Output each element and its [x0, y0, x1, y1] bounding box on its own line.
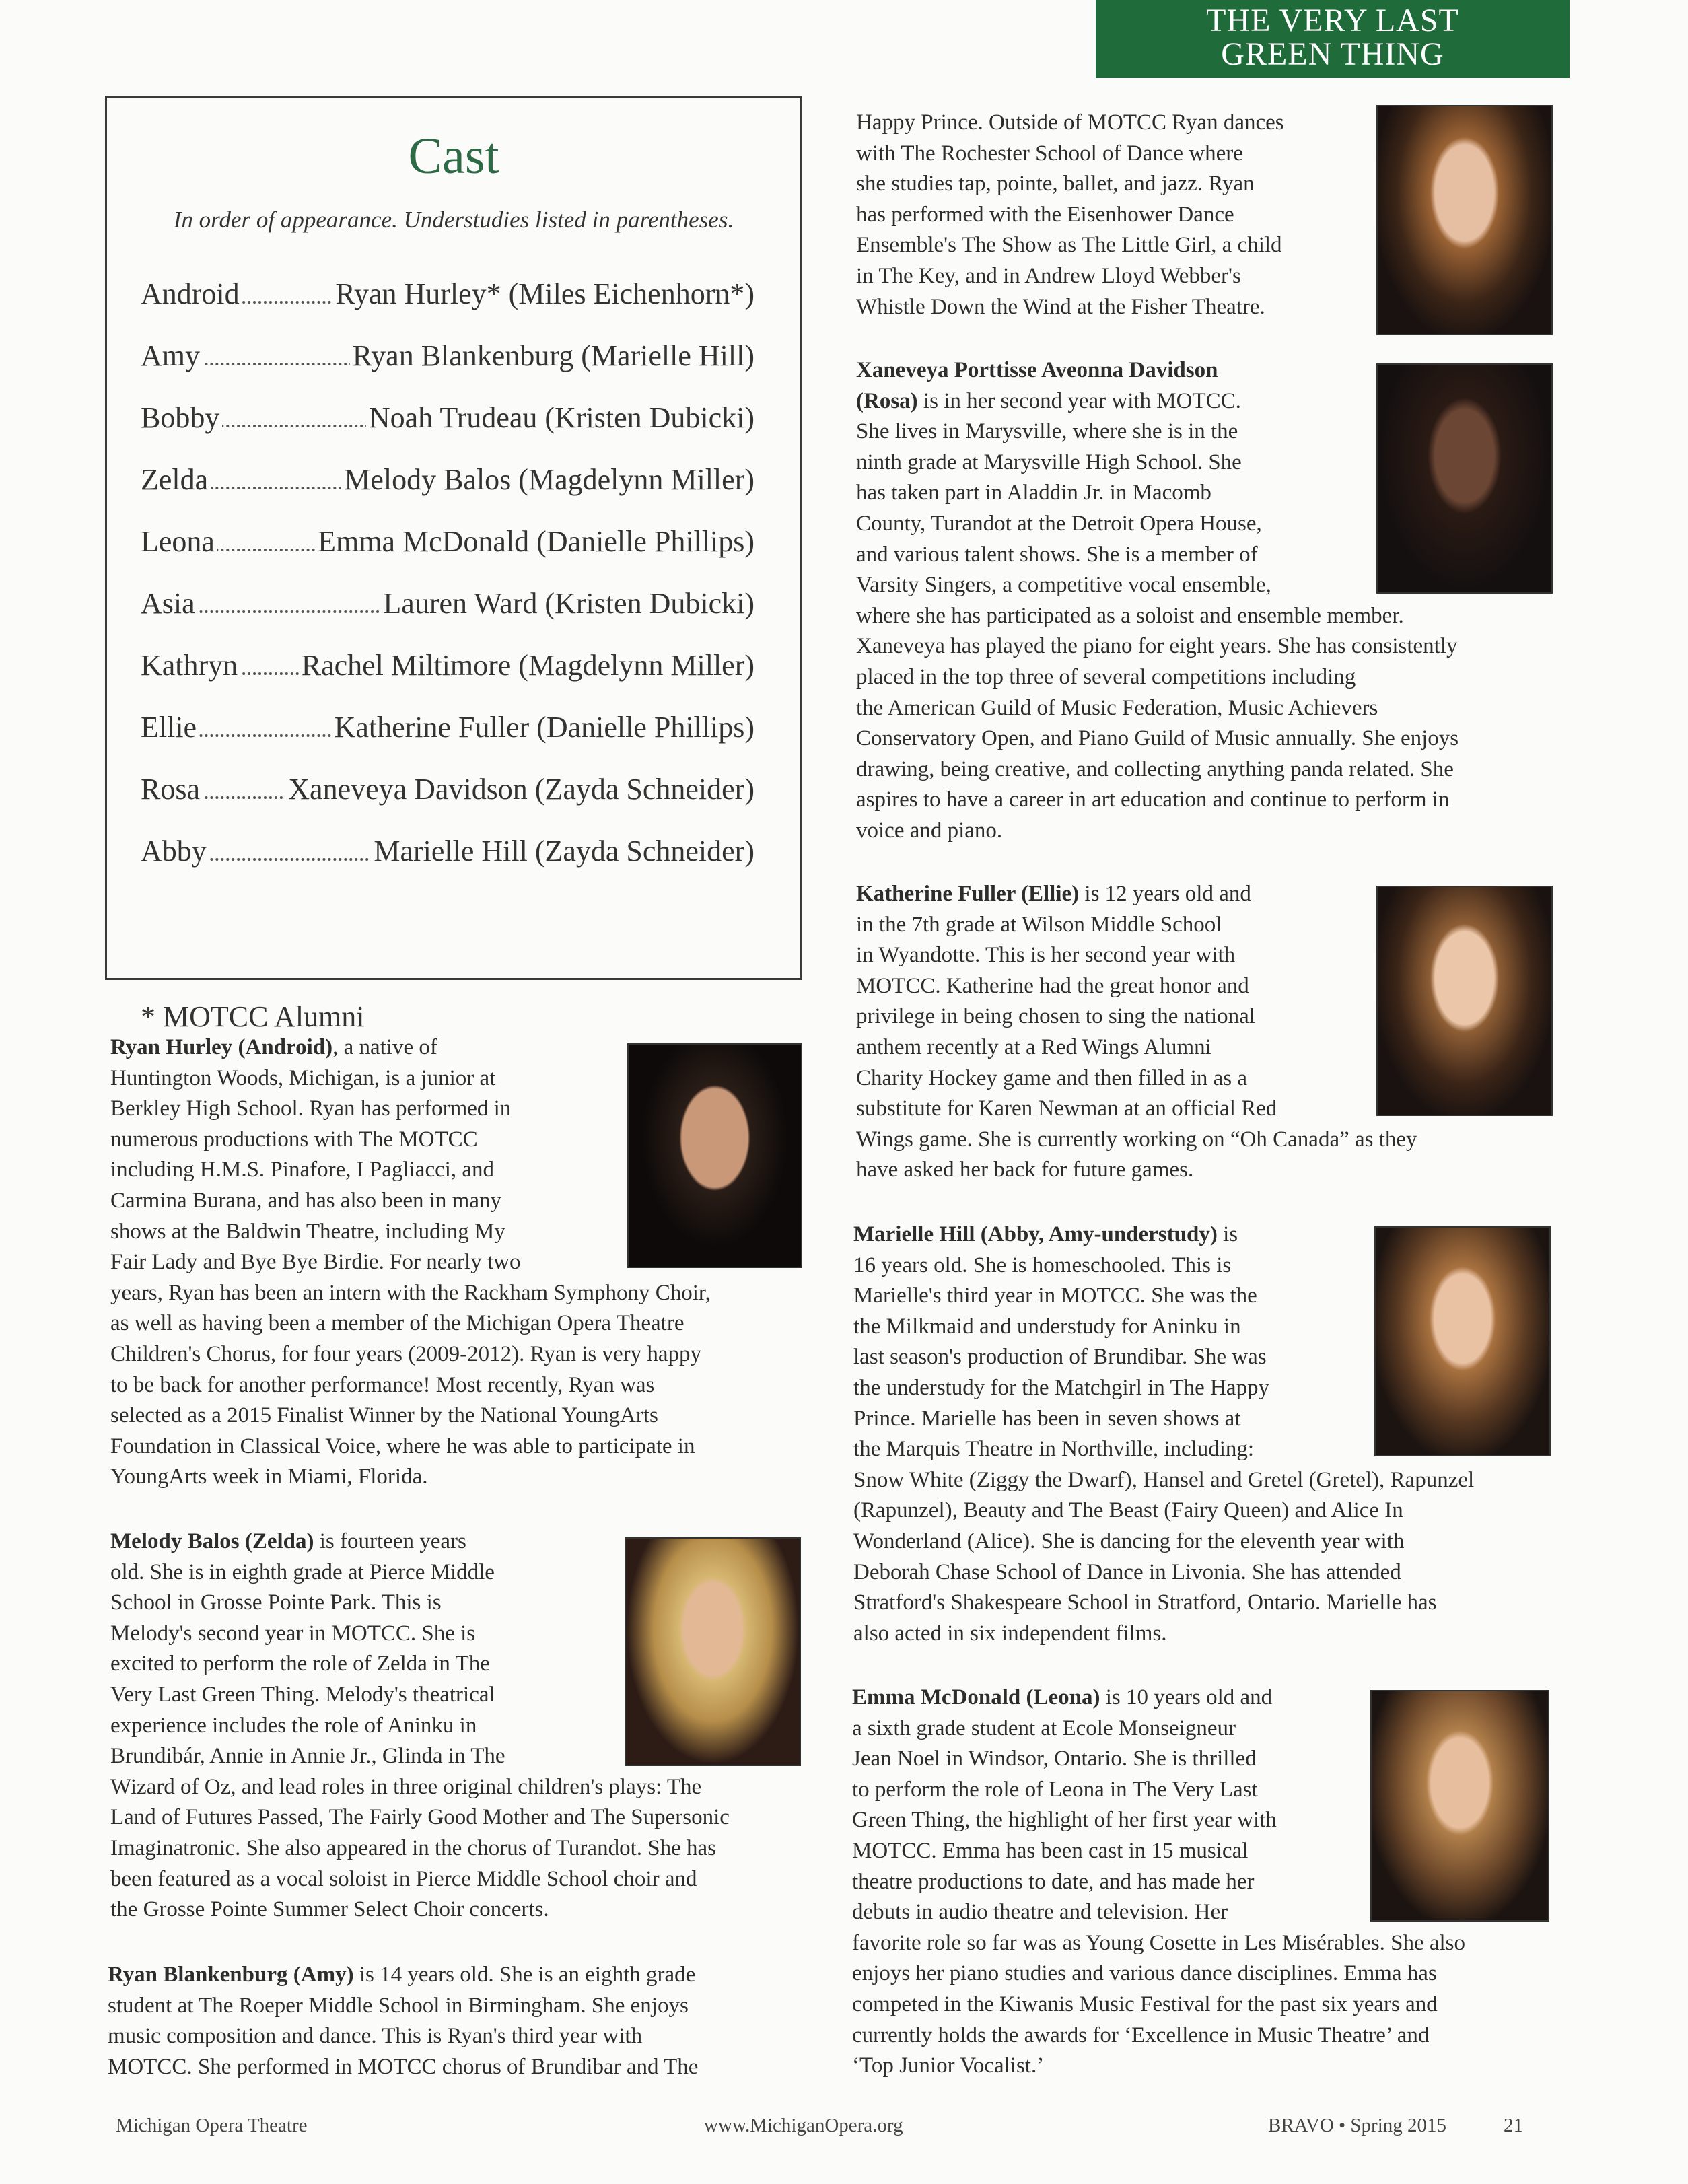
bio-text: to be back for another performance! Most recently, Ryan was — [110, 1372, 655, 1397]
bio-text: is in her second year with MOTCC. — [917, 388, 1241, 413]
bio-text: MOTCC. Katherine had the great honor and — [856, 973, 1249, 998]
bio-text: numerous productions with The MOTCC — [110, 1127, 478, 1152]
bio-ryan-hurley — [110, 1032, 711, 1493]
bio-text: in The Key, and in Andrew Lloyd Webber's — [856, 263, 1241, 288]
bio-text: last season's production of Brundibar. She was — [853, 1345, 1267, 1370]
bio-emma-mcdonald — [852, 1683, 1465, 2082]
bio-text: shows at the Baldwin Theatre, including My — [110, 1219, 505, 1244]
cast-role: Zelda — [141, 460, 211, 500]
bio-text: School in Grosse Pointe Park. This is — [110, 1590, 442, 1615]
bio-text: is 10 years old and — [1100, 1685, 1273, 1710]
bio-text: (Rapunzel), Beauty and The Beast (Fairy Queen) and Alice In — [853, 1498, 1403, 1523]
bio-text: competed in the Kiwanis Music Festival for the past six years and — [852, 1992, 1438, 2016]
bio-text: Huntington Woods, Michigan, is a junior at — [110, 1065, 496, 1090]
cast-title: Cast — [408, 128, 499, 184]
bio-melody-balos — [110, 1526, 730, 1926]
cast-row — [141, 707, 754, 748]
cast-subtitle: In order of appearance. Understudies listed in parentheses. — [173, 207, 734, 233]
bio-text: Wizard of Oz, and lead roles in three original children's plays: The — [110, 1774, 702, 1799]
bio-text: experience includes the role of Aninku in — [110, 1713, 477, 1738]
bio-text: Happy Prince. Outside of MOTCC Ryan dances — [856, 110, 1284, 135]
footer-website: www.MichiganOpera.org — [704, 2115, 903, 2136]
bio-text: has performed with the Eisenhower Dance — [856, 202, 1234, 227]
cast-row — [141, 522, 754, 562]
bio-text: Fair Lady and Bye Bye Birdie. For nearly two — [110, 1250, 521, 1275]
bio-text: the Grosse Pointe Summer Select Choir concerts. — [110, 1897, 549, 1922]
section-banner — [1096, 0, 1570, 78]
bio-marielle-hill — [853, 1220, 1474, 1649]
bio-text: YoungArts week in Miami, Florida. — [110, 1465, 428, 1489]
cast-row — [141, 460, 754, 500]
banner-line-2: GREEN THING — [1221, 36, 1444, 72]
bio-text: ninth grade at Marysville High School. She — [856, 450, 1242, 474]
bio-text: Imaginatronic. She also appeared in the chorus of Turandot. She has — [110, 1835, 716, 1860]
bio-ryan-blankenburg — [108, 1960, 698, 2082]
bio-text: Varsity Singers, a competitive vocal ensemble, — [856, 573, 1271, 598]
bio-text: 16 years old. She is homeschooled. This is — [853, 1253, 1232, 1277]
bio-text: Green Thing, the highlight of her first year with — [852, 1808, 1277, 1833]
cast-box — [105, 96, 802, 1033]
cast-row — [141, 645, 754, 686]
bio-text: old. She is in eighth grade at Pierce Middle — [110, 1559, 495, 1584]
bio-text: have asked her back for future games. — [856, 1158, 1194, 1183]
bio-text: music composition and dance. This is Ryan's third year with — [108, 2024, 643, 2049]
cast-row — [141, 274, 754, 314]
bio-text: anthem recently at a Red Wings Alumni — [856, 1034, 1211, 1059]
page-number: 21 — [1504, 2115, 1523, 2136]
bio-name: Marielle Hill (Abby, Amy-understudy) — [853, 1222, 1218, 1246]
bio-text: Carmina Burana, and has also been in many — [110, 1188, 501, 1213]
cast-role: Kathryn — [141, 645, 240, 686]
bio-text: Marielle's third year in MOTCC. She was the — [853, 1283, 1257, 1308]
bio-name: Emma McDonald (Leona) — [852, 1685, 1100, 1710]
bio-text: Ensemble's The Show as The Little Girl, a child — [856, 233, 1282, 258]
cast-role: Amy — [141, 336, 203, 376]
bio-text: Xaneveya has played the piano for eight years. She has consistently — [856, 634, 1458, 659]
bio-text: excited to perform the role of Zelda in The — [110, 1652, 490, 1677]
bio-text: years, Ryan has been an intern with the Rackham Symphony Choir, — [110, 1280, 711, 1305]
bio-text: aspires to have a career in art education and continue to perform in — [856, 787, 1450, 812]
cast-actor: Noah Trudeau (Kristen Dubicki) — [366, 398, 754, 438]
bio-text: she studies tap, pointe, ballet, and jazz. Ryan — [856, 172, 1255, 197]
bio-text: the Milkmaid and understudy for Aninku in — [853, 1314, 1241, 1339]
bio-text: where she has participated as a soloist and ensemble member. — [856, 603, 1404, 628]
cast-actor: Emma McDonald (Danielle Phillips) — [315, 522, 754, 562]
bio-text: in Wyandotte. This is her second year with — [856, 943, 1236, 968]
bio-text: ‘Top Junior Vocalist.’ — [852, 2053, 1045, 2078]
bio-text: to perform the role of Leona in The Very Last — [852, 1777, 1258, 1802]
cast-role: Asia — [141, 584, 198, 624]
cast-actor: Rachel Miltimore (Magdelynn Miller) — [299, 645, 754, 686]
banner-line-1: THE VERY LAST — [1206, 3, 1459, 38]
bio-katherine-fuller — [856, 879, 1417, 1186]
cast-role: Ellie — [141, 707, 199, 748]
cast-role: Leona — [141, 522, 217, 562]
cast-role: Bobby — [141, 398, 222, 438]
bio-text: debuts in audio theatre and television. Her — [852, 1900, 1228, 1925]
bio-text: with The Rochester School of Dance where — [856, 141, 1243, 166]
bio-text: Land of Futures Passed, The Fairly Good Mother and The Supersonic — [110, 1805, 730, 1830]
bio-text: selected as a 2015 Finalist Winner by the National YoungArts — [110, 1403, 658, 1428]
bio-text: MOTCC. Emma has been cast in 15 musical — [852, 1838, 1249, 1863]
alumni-note: * MOTCC Alumni — [141, 1000, 365, 1033]
bio-text: Conservatory Open, and Piano Guild of Music annually. She enjoys — [856, 726, 1459, 751]
cast-actor: Melody Balos (Magdelynn Miller) — [341, 460, 754, 500]
bio-text: Berkley High School. Ryan has performed in — [110, 1096, 512, 1121]
bio-text: drawing, being creative, and collecting anything panda related. She — [856, 756, 1454, 781]
bio-name: (Rosa) — [856, 388, 918, 413]
footer-issue: BRAVO • Spring 2015 — [1268, 2115, 1447, 2136]
bio-text: been featured as a vocal soloist in Pierce Middle School choir and — [110, 1866, 697, 1891]
bio-text: Whistle Down the Wind at the Fisher Theatre. — [856, 294, 1265, 319]
bio-text: Very Last Green Thing. Melody's theatrical — [110, 1682, 495, 1707]
bio-text: Foundation in Classical Voice, where he was able to participate in — [110, 1434, 695, 1458]
cast-actor: Xaneveya Davidson (Zayda Schneider) — [285, 769, 754, 810]
bio-text: Charity Hockey game and then filled in as a — [856, 1065, 1247, 1090]
bio-text: has taken part in Aladdin Jr. in Macomb — [856, 481, 1211, 505]
bio-text: the American Guild of Music Federation, Music Achievers — [856, 695, 1378, 720]
bio-text: Snow White (Ziggy the Dwarf), Hansel and Gretel (Gretel), Rapunzel — [853, 1467, 1475, 1492]
bio-text: student at The Roeper Middle School in Birmingham. She enjoys — [108, 1993, 689, 2018]
bio-text: Deborah Chase School of Dance in Livonia. She has attended — [853, 1559, 1401, 1584]
bio-text: also acted in six independent films. — [853, 1621, 1167, 1646]
bio-text: County, Turandot at the Detroit Opera House, — [856, 511, 1262, 536]
cast-actor: Marielle Hill (Zayda Schneider) — [371, 831, 754, 872]
bio-name: Ryan Blankenburg (Amy) — [108, 1963, 354, 1987]
bio-xaneveya-davidson — [856, 355, 1458, 847]
cast-role: Android — [141, 274, 242, 314]
bio-name: Melody Balos (Zelda) — [110, 1529, 314, 1553]
cast-actor: Ryan Hurley* (Miles Eichenhorn*) — [332, 274, 754, 314]
bio-ryan-blankenburg-continued — [856, 108, 1284, 322]
bio-text: is 14 years old. She is an eighth grade — [353, 1963, 696, 1987]
cast-row — [141, 398, 754, 438]
bio-text: is 12 years old and — [1079, 882, 1251, 906]
bio-text: She lives in Marysville, where she is in the — [856, 419, 1238, 444]
bio-text: theatre productions to date, and has made her — [852, 1869, 1255, 1894]
footer-publisher: Michigan Opera Theatre — [116, 2115, 308, 2136]
bio-name: Xaneveya Porttisse Aveonna Davidson — [856, 358, 1218, 382]
cast-actor: Katherine Fuller (Danielle Phillips) — [332, 707, 754, 748]
bio-text: the Marquis Theatre in Northville, including: — [853, 1437, 1255, 1462]
bio-text: a sixth grade student at Ecole Monseigneur — [852, 1716, 1236, 1740]
bio-text: MOTCC. She performed in MOTCC chorus of Brundibar and The — [108, 2054, 699, 2079]
bio-text: voice and piano. — [856, 818, 1003, 843]
bio-text: Wonderland (Alice). She is dancing for the eleventh year with — [853, 1528, 1405, 1553]
cast-row — [141, 584, 754, 624]
bio-text: , a native of — [332, 1035, 437, 1059]
bio-text: Jean Noel in Windsor, Ontario. She is thrilled — [852, 1747, 1257, 1771]
cast-row — [141, 336, 754, 376]
bio-text: and various talent shows. She is a member of — [856, 542, 1258, 567]
bio-text: Wings game. She is currently working on “Oh Canada” as they — [856, 1127, 1417, 1152]
bio-text: substitute for Karen Newman at an official Red — [856, 1096, 1277, 1121]
bio-text: in the 7th grade at Wilson Middle School — [856, 912, 1222, 937]
cast-row — [141, 831, 754, 872]
bio-text: Prince. Marielle has been in seven shows at — [853, 1406, 1241, 1431]
bio-text: currently holds the awards for ‘Excellence in Music Theatre’ and — [852, 2022, 1430, 2047]
bio-text: enjoys her piano studies and various dance disciplines. Emma has — [852, 1961, 1437, 1986]
bio-text: Children's Chorus, for four years (2009-2012). Ryan is very happy — [110, 1341, 702, 1366]
cast-role: Abby — [141, 831, 209, 872]
bio-text: Melody's second year in MOTCC. She is — [110, 1621, 476, 1646]
cast-role: Rosa — [141, 769, 203, 810]
bio-text: including H.M.S. Pinafore, I Pagliacci, and — [110, 1158, 495, 1183]
bio-name: Katherine Fuller (Ellie) — [856, 882, 1080, 906]
bio-text: Stratford's Shakespeare School in Stratford, Ontario. Marielle has — [853, 1590, 1437, 1615]
cast-actor: Ryan Blankenburg (Marielle Hill) — [350, 336, 754, 376]
cast-row — [141, 769, 754, 810]
bio-text: is fourteen years — [314, 1529, 466, 1553]
bio-text: Brundibár, Annie in Annie Jr., Glinda in The — [110, 1744, 505, 1769]
cast-actor: Lauren Ward (Kristen Dubicki) — [380, 584, 754, 624]
headshot-ryan-blankenburg — [1376, 105, 1553, 335]
bio-text: placed in the top three of several competitions including — [856, 664, 1356, 689]
bio-name: Ryan Hurley (Android) — [110, 1035, 333, 1059]
bio-text: is — [1217, 1222, 1238, 1246]
bio-text: the understudy for the Matchgirl in The Happy — [853, 1375, 1269, 1400]
bio-text: favorite role so far was as Young Cosette in Les Misérables. She also — [852, 1930, 1465, 1955]
bio-text: as well as having been a member of the Michigan Opera Theatre — [110, 1311, 684, 1336]
bio-text: privilege in being chosen to sing the national — [856, 1004, 1255, 1029]
